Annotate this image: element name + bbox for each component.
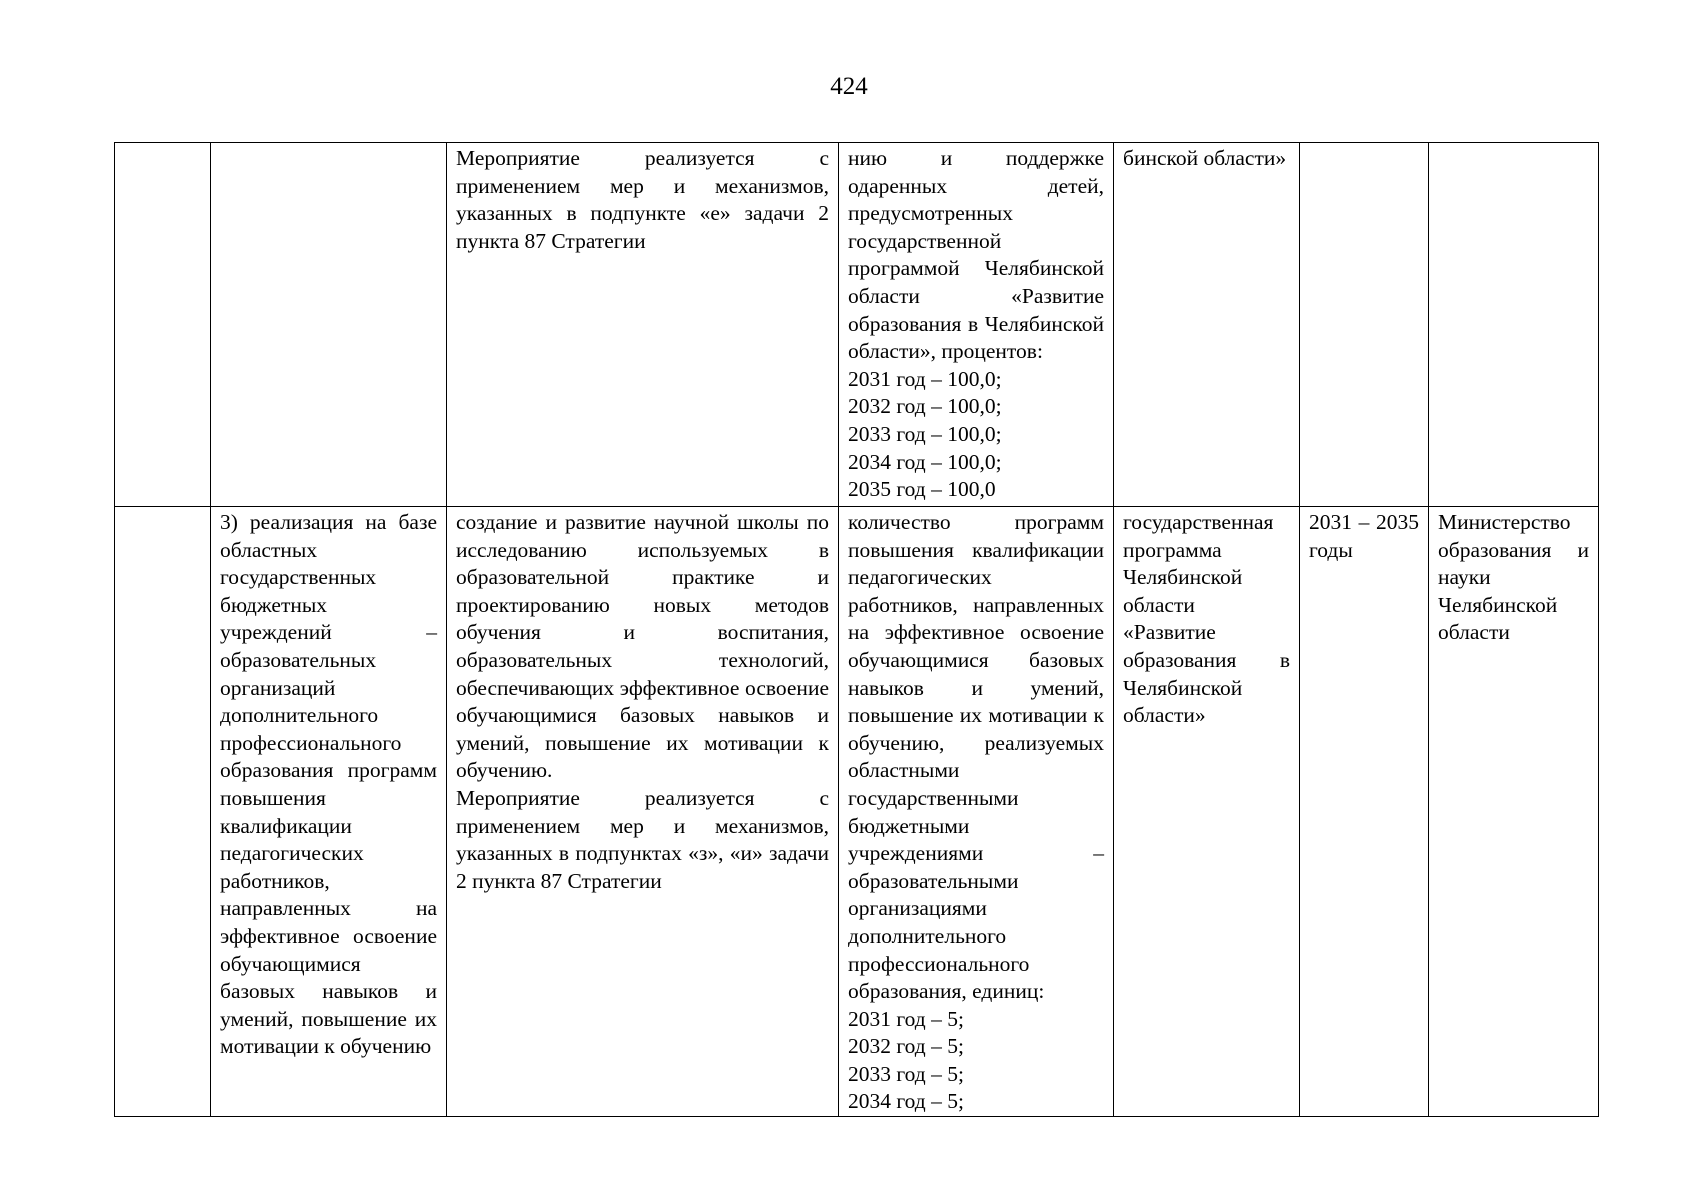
row2-year-value: 2033 год – 5; <box>848 1061 964 1086</box>
row1-measure-text: Мероприятие реализуется с применением мер и механизмов, указанных в подпункте «е» задачи 2 пункта 87 Стратегии <box>456 146 829 253</box>
row1-indicator-text: нию и поддержке одаренных детей, предусмотренных государственной программой Челябинской области «Развитие образования в Челябинской области», процентов: <box>848 146 1104 364</box>
table-row <box>115 143 1599 507</box>
row1-year-value: 2031 год – 100,0; <box>848 366 1002 391</box>
measures-table <box>114 142 1599 1117</box>
row2-indicator-cell <box>839 507 1114 1117</box>
page-number: 424 <box>830 73 868 100</box>
row2-measure-note: Мероприятие реализуется с применением мер и механизмов, указанных в подпунктах «з», «и» задачи 2 пункта 87 Стратегии <box>456 785 829 893</box>
table-row <box>115 507 1599 1117</box>
row1-task-cell <box>211 143 447 507</box>
row1-number-cell <box>115 143 211 507</box>
row1-year-value: 2034 год – 100,0; <box>848 449 1002 474</box>
row1-indicator-cell <box>839 143 1114 507</box>
row1-period-cell <box>1300 143 1429 507</box>
row2-program-cell: государственная программа Челябинской области «Развитие образования в Челябинской области» <box>1114 507 1300 1117</box>
row1-measure-cell <box>447 143 839 507</box>
row2-number-cell <box>115 507 211 1117</box>
row2-measure-text: создание и развитие научной школы по исследованию используемых в образовательной практике и проектированию новых методов обучения и воспитания, образовательных технологий, обеспечивающих эффективное освоение обучающимися базовых навыков и умений, повышение их мотивации к обучению. <box>456 510 829 783</box>
row1-year-value: 2033 год – 100,0; <box>848 421 1002 446</box>
row2-year-value: 2031 год – 5; <box>848 1006 964 1031</box>
row2-year-value: 2034 год – 5; <box>848 1089 964 1114</box>
row2-responsible-cell: Министерство образования и науки Челябинской области <box>1429 507 1599 1117</box>
row2-indicator-text: количество программ повышения квалификации педагогических работников, направленных на эффективное освоение обучающимися базовых навыков и умений, повышение их мотивации к обучению, реализуемых областными государственными бюджетными учреждениями – образовательными организациями дополнительного профессионального образования, единиц: <box>848 510 1104 1004</box>
row2-year-value: 2032 год – 5; <box>848 1034 964 1059</box>
row2-task-cell: 3) реализация на базе областных государственных бюджетных учреждений – образовательных организаций дополнительного профессионального образования программ повышения квалификации педагогических работников, направленных на эффективное освоение обучающимися базовых навыков и умений, повышение их мотивации к обучению <box>211 507 447 1117</box>
row2-measure-cell <box>447 507 839 1117</box>
row1-year-value: 2032 год – 100,0; <box>848 394 1002 419</box>
row1-program-cell: бинской области» <box>1114 143 1300 507</box>
row2-period-cell: 2031 – 2035 годы <box>1300 507 1429 1117</box>
row1-responsible-cell <box>1429 143 1599 507</box>
row1-year-value: 2035 год – 100,0 <box>848 477 996 502</box>
